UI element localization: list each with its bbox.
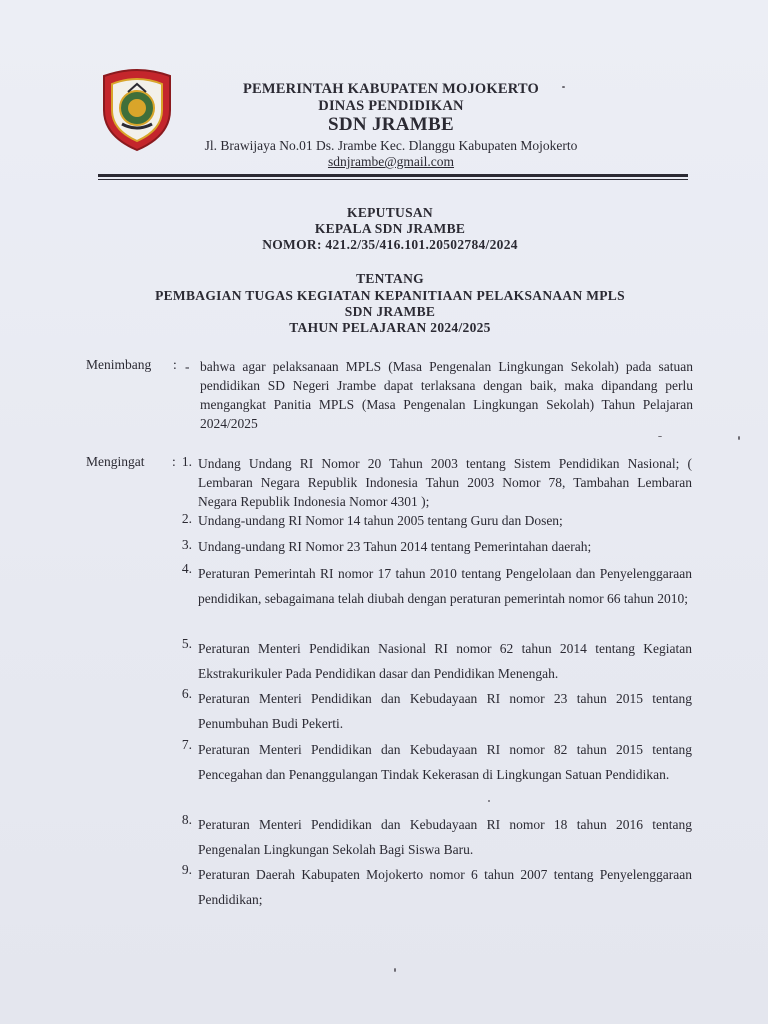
decree-subject: PEMBAGIAN TUGAS KEGIATAN KEPANITIAAN PELAKSANAAN MPLS xyxy=(155,288,625,303)
school-address: Jl. Brawijaya No.01 Ds. Jrambe Kec. Dlanggu Kabupaten Mojokerto xyxy=(204,138,578,153)
decree-school: SDN JRAMBE xyxy=(344,304,436,319)
menimbang-text: bahwa agar pelaksanaan MPLS (Masa Pengenalan Lingkungan Sekolah) pada satuan pendidikan SD Negeri Jrambe dapat terlaksana dengan baik, maka dipandang perlu mengangkat Panitia MPLS (Masa Pengenalan Lingkungan Sekolah) Tahun Pelajaran 2024/2025 xyxy=(200,359,693,431)
list-item-number: 7. xyxy=(181,737,192,752)
scan-speck xyxy=(488,800,490,802)
regency-emblem-icon xyxy=(98,66,176,152)
list-item-text: Peraturan Menteri Pendidikan dan Kebudayaan RI nomor 23 tahun 2015 tentang Penumbuhan Budi Pekerti. xyxy=(198,691,692,731)
government-name: PEMERINTAH KABUPATEN MOJOKERTO xyxy=(242,81,540,97)
school-name: SDN JRAMBE xyxy=(328,114,454,135)
letterhead-divider-thin xyxy=(98,179,688,180)
list-item-text: Peraturan Menteri Pendidikan dan Kebudayaan RI nomor 82 tahun 2015 tentang Pencegahan dan Penanggulangan Tindak Kekerasan di Lingkungan Satuan Pendidikan. xyxy=(198,742,692,782)
decree-number: NOMOR: 421.2/35/416.101.20502784/2024 xyxy=(262,237,518,252)
list-item-text: Peraturan Menteri Pendidikan Nasional RI nomor 62 tahun 2014 tentang Kegiatan Ekstrakurikuler Pada Pendidikan dasar dan Pendidikan Menengah. xyxy=(198,641,692,681)
letterhead-divider-thick xyxy=(98,174,688,177)
scan-speck xyxy=(394,968,396,972)
list-item-text: Peraturan Daerah Kabupaten Mojokerto nomor 6 tahun 2007 tentang Penyelenggaraan Pendidikan; xyxy=(198,867,692,907)
list-item-number: 9. xyxy=(181,862,192,877)
decree-about: TENTANG xyxy=(356,271,424,286)
department-name: DINAS PENDIDIKAN xyxy=(318,98,464,114)
list-item-text: Undang-undang RI Nomor 14 tahun 2005 tentang Guru dan Dosen; xyxy=(198,513,563,528)
school-email xyxy=(176,154,606,170)
list-item-text: Peraturan Menteri Pendidikan dan Kebudayaan RI nomor 18 tahun 2016 tentang Pengenalan Lingkungan Sekolah Bagi Siswa Baru. xyxy=(198,817,692,857)
list-item-text: Undang Undang RI Nomor 20 Tahun 2003 tentang Sistem Pendidikan Nasional; ( Lembaran Negara Republik Indonesia Tahun 2003 Nomor 78, Tambahan Lembaran Negara Republik Indonesia Nomor 4301 ); xyxy=(198,456,692,509)
decree-year: TAHUN PELAJARAN 2024/2025 xyxy=(289,320,491,335)
scan-speck xyxy=(738,436,740,440)
mengingat-colon: : xyxy=(172,454,176,469)
scan-speck xyxy=(562,86,565,88)
menimbang-colon: : xyxy=(173,357,177,372)
list-item-number: 5. xyxy=(181,636,192,651)
list-item-text: Peraturan Pemerintah RI nomor 17 tahun 2010 tentang Pengelolaan dan Penyelenggaraan pendidikan, sebagaimana telah diubah dengan peraturan pemerintah nomor 66 tahun 2010; xyxy=(198,566,692,606)
list-item-number: 4. xyxy=(181,561,192,576)
scan-speck xyxy=(658,436,662,437)
decree-issuer: KEPALA SDN JRAMBE xyxy=(314,221,466,236)
list-item-number: 6. xyxy=(181,686,192,701)
menimbang-label: Menimbang xyxy=(86,357,152,372)
list-item-number: 8. xyxy=(181,812,192,827)
list-item-text: Undang-undang RI Nomor 23 Tahun 2014 tentang Pemerintahan daerah; xyxy=(198,539,592,554)
list-item-number: 3. xyxy=(181,537,192,552)
decree-title: KEPUTUSAN xyxy=(347,205,433,220)
mengingat-label: Mengingat xyxy=(86,454,145,469)
list-item-number: 2. xyxy=(181,511,192,526)
list-item-number: 1. xyxy=(181,454,192,469)
menimbang-dash: - xyxy=(185,359,190,374)
email-text: sdnjrambe@gmail.com xyxy=(327,154,455,169)
